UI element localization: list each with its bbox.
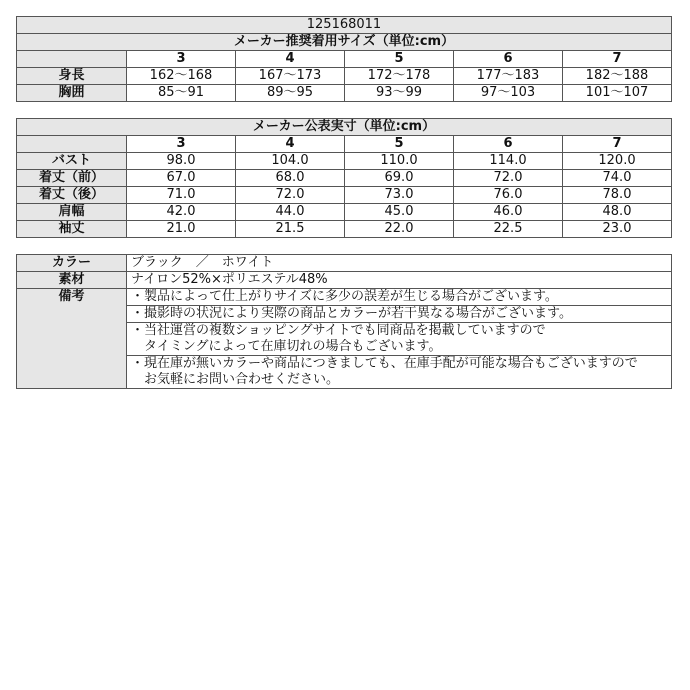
row-label: 着丈（後） — [17, 187, 127, 204]
corner-cell — [17, 136, 127, 153]
notes-label: 備考 — [17, 289, 127, 389]
row-label: 着丈（前） — [17, 170, 127, 187]
cell-value: 67.0 — [127, 170, 236, 187]
table-row — [17, 153, 672, 170]
cell-value: 98.0 — [127, 153, 236, 170]
note-line: ・製品によって仕上がりサイズに多少の誤差が生じる場合がございます。 — [131, 289, 558, 304]
cell-value: 78.0 — [563, 187, 672, 204]
cell-value: 97～103 — [454, 85, 563, 102]
cell-value: 177～183 — [454, 68, 563, 85]
cell-value: 42.0 — [127, 204, 236, 221]
recommended-title: メーカー推奨着用サイズ（単位:cm） — [17, 34, 672, 51]
table-row — [17, 170, 672, 187]
cell-value: 110.0 — [345, 153, 454, 170]
cell-value: 44.0 — [236, 204, 345, 221]
cell-value: 101～107 — [563, 85, 672, 102]
cell-value: 114.0 — [454, 153, 563, 170]
cell-value: 72.0 — [454, 170, 563, 187]
size-chart — [16, 16, 672, 389]
cell-value: 45.0 — [345, 204, 454, 221]
cell-value: 85～91 — [127, 85, 236, 102]
cell-value: 76.0 — [454, 187, 563, 204]
cell-value: 182～188 — [563, 68, 672, 85]
product-code: 125168011 — [17, 17, 672, 34]
table-row — [17, 85, 672, 102]
size-header: 4 — [236, 51, 345, 68]
size-header: 6 — [454, 51, 563, 68]
cell-value: 104.0 — [236, 153, 345, 170]
material-value: ナイロン52%×ポリエステル48% — [127, 272, 672, 289]
cell-value: 69.0 — [345, 170, 454, 187]
recommended-size-table — [16, 16, 672, 102]
cell-value: 46.0 — [454, 204, 563, 221]
table-row — [17, 289, 672, 389]
size-header: 7 — [563, 51, 672, 68]
cell-value: 89～95 — [236, 85, 345, 102]
corner-cell — [17, 51, 127, 68]
product-info-table — [16, 254, 672, 389]
size-header: 7 — [563, 136, 672, 153]
note-line: ・撮影時の状況により実際の商品とカラーが若干異なる場合がございます。 — [127, 305, 671, 322]
table-row — [17, 187, 672, 204]
color-label: カラー — [17, 255, 127, 272]
cell-value: 21.5 — [236, 221, 345, 238]
row-label: バスト — [17, 153, 127, 170]
cell-value: 120.0 — [563, 153, 672, 170]
note-line: ・当社運営の複数ショッピングサイトでも同商品を掲載していますので — [127, 322, 671, 339]
cell-value: 72.0 — [236, 187, 345, 204]
table-row — [17, 272, 672, 289]
cell-value: 21.0 — [127, 221, 236, 238]
cell-value: 68.0 — [236, 170, 345, 187]
notes-value — [127, 289, 672, 389]
size-header: 5 — [345, 51, 454, 68]
size-header: 3 — [127, 51, 236, 68]
row-label: 袖丈 — [17, 221, 127, 238]
row-label: 身長 — [17, 68, 127, 85]
row-label: 胸囲 — [17, 85, 127, 102]
cell-value: 167～173 — [236, 68, 345, 85]
note-line: タイミングによって在庫切れの場合もございます。 — [131, 339, 442, 354]
table-row — [17, 204, 672, 221]
actual-size-table — [16, 118, 672, 238]
cell-value: 23.0 — [563, 221, 672, 238]
size-header: 3 — [127, 136, 236, 153]
note-line: お気軽にお問い合わせください。 — [131, 372, 340, 387]
row-label: 肩幅 — [17, 204, 127, 221]
table-row — [17, 255, 672, 272]
cell-value: 22.5 — [454, 221, 563, 238]
size-header: 6 — [454, 136, 563, 153]
actual-title: メーカー公表実寸（単位:cm） — [17, 119, 672, 136]
size-header: 4 — [236, 136, 345, 153]
table-row — [17, 221, 672, 238]
cell-value: 73.0 — [345, 187, 454, 204]
size-header: 5 — [345, 136, 454, 153]
material-label: 素材 — [17, 272, 127, 289]
cell-value: 93～99 — [345, 85, 454, 102]
cell-value: 74.0 — [563, 170, 672, 187]
note-line: ・現在庫が無いカラーや商品につきましても、在庫手配が可能な場合もございますので — [127, 355, 671, 372]
cell-value: 172～178 — [345, 68, 454, 85]
color-value: ブラック ／ ホワイト — [127, 255, 672, 272]
cell-value: 71.0 — [127, 187, 236, 204]
cell-value: 22.0 — [345, 221, 454, 238]
cell-value: 162～168 — [127, 68, 236, 85]
cell-value: 48.0 — [563, 204, 672, 221]
table-row — [17, 68, 672, 85]
